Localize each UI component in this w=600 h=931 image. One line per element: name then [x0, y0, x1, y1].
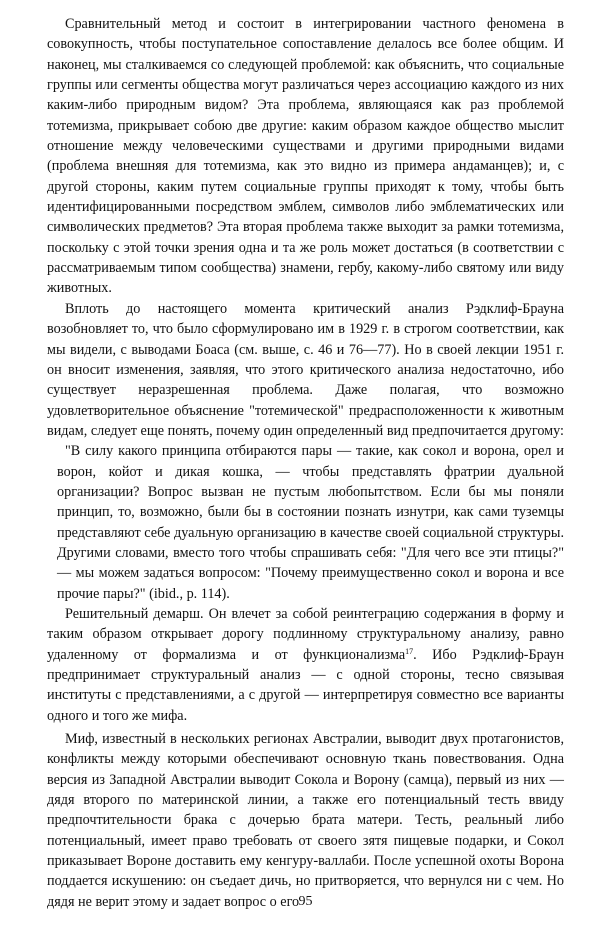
paragraph-comparative-method: Сравнительный метод и состоит в интегрировании частного феномена в совокупность, чтобы поступательное сопоставление делалось все более общим. И наконец, мы сталкиваемся со следующей проблемой: как объяснить, что социальные группы или сегменты общества могут различаться через ассоциацию каждого из них каким-либо природным видом? Эта проблема, являющаяся как раз проблемой тотемизма, прикрывает собою две другие: каким образом каждое общество мыслит отношение между человеческими существами и другими природными видами (проблема внешняя для тотемизма, как это видно из примера андаманцев); и, с другой стороны, каким путем социальные группы приходят к тому, чтобы быть идентифицированными посредством эмблем, символов либо эмблематических или символических предметов? Эта вторая проблема также выходит за рамки тотемизма, поскольку с этой точки зрения одна и та же роль может достаться (в соответствии с рассматриваемым типом сообщества) знамени, гербу, какому-либо святому или виду животных.	[47, 16, 564, 297]
paragraph-myth: Миф, известный в нескольких регионах Австралии, выводит двух протагонистов, конфликты между которыми обеспечивают основную ткань повествования. Одна версия из Западной Австралии выводит Сокола и Ворону (самца), первый из них — дядя второго по материнской линии, а также его потенциальный тесть ввиду предпочтительности брака с дочерью брата матери. Тесть, реальный либо потенциальный, имеет право требовать от своего зятя пищевые подарки, и Сокол приказывает Вороне доставить ему кенгуру-валлаби. После успешной охоты Ворона поддается искушению: он съедает дичь, но притворяется, что вернулся ни с чем. Но дядя не верит этому и задает вопрос о его	[47, 731, 564, 910]
body-text	[47, 14, 564, 912]
paragraph-radcliffe-brown-analysis: Вплоть до настоящего момента критический анализ Рэдклиф-Брауна возобновляет то, что было сформулировано им в 1929 г. в строгом соответствии, как мы видели, с выводами Боаса (см. выше, с. 46 и 76—77). Но в своей лекции 1951 г. он вносит изменения, заявляя, что этого критического анализа недостаточно, ибо существует неразрешенная проблема. Даже полагая, что возможно удовлетворительное объяснение "тотемической" предрасположенности к животным видам, следует еще понять, почему один определенный вид предпочитается другому:	[47, 300, 564, 439]
quotation-paragraph: "В силу какого принципа отбираются пары — такие, как сокол и ворона, орел и ворон, койот и дикая кошка, — чтобы представлять фратрии дуальной организации? Вопрос вызван не пустым любопытством. Если бы мы поняли принцип, то, возможно, были бы в состоянии познать изнутри, как сами туземцы представляют себе дуальную организацию в качестве своей социальной структуры. Другими словами, вместо того чтобы спрашивать себя: "Для чего все эти птицы?" — мы можем задаться вопросом: "Почему преимущественно сокол и ворона и все прочие пары?" (ibid., p. 114).	[57, 443, 564, 602]
footnote-reference: 17	[405, 646, 414, 656]
decisive-step-text-continued: . Ибо Рэдклиф-Браун предпринимает структуральный анализ — с одной стороны, тесно связывая институты с представлениями, а с другой — интерпретируя совместно все варианты одного и того же мифа.	[47, 646, 564, 724]
page-number: 95	[298, 894, 313, 909]
paragraph-decisive-step	[47, 604, 564, 726]
book-page	[47, 14, 564, 919]
decisive-step-text: Решительный демарш. Он влечет за собой реинтеграцию содержания в форму и таким образом открывает дорогу подлинному структуральному анализу, равно удаленному от формализма и от функционализма	[47, 605, 564, 663]
